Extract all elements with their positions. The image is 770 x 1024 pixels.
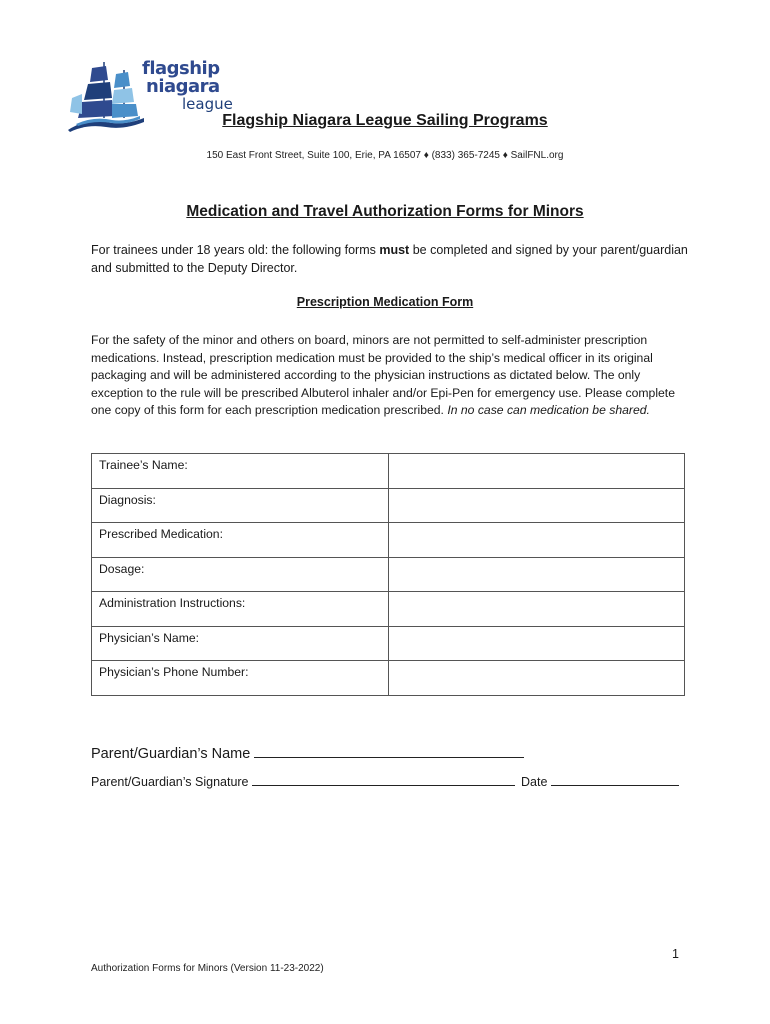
parent-name-line[interactable] [254,745,524,758]
document-title: Medication and Travel Authorization Forms for Minors [186,203,584,220]
date-line[interactable] [551,773,679,786]
intro-text-start: For trainees under 18 years old: the following forms [91,243,380,257]
intro-paragraph [91,241,691,277]
field-value-administration-instructions[interactable] [388,592,684,627]
organization-title: Flagship Niagara League Sailing Programs [222,112,548,129]
field-value-physician-phone[interactable] [388,661,684,696]
intro-bold-must: must [379,243,410,257]
parent-signature-line[interactable] [252,773,515,786]
logo-line-league: league [182,95,233,113]
parent-signature-field [91,773,515,789]
date-field [521,773,679,789]
field-label-physician-name: Physician’s Name: [92,626,389,661]
field-label-physician-phone: Physician’s Phone Number: [92,661,389,696]
table-row [92,523,685,558]
field-label-prescribed-medication: Prescribed Medication: [92,523,389,558]
field-value-physician-name[interactable] [388,626,684,661]
medication-form-table [91,453,685,696]
field-value-prescribed-medication[interactable] [388,523,684,558]
field-label-dosage: Dosage: [92,557,389,592]
logo-line-flagship: flagship [142,58,220,79]
table-row [92,488,685,523]
policy-italic-note: In no case can medication be shared. [447,403,650,417]
date-label: Date [521,775,548,789]
table-row [92,626,685,661]
parent-name-field [91,745,524,762]
field-label-diagnosis: Diagnosis: [92,488,389,523]
field-label-administration-instructions: Administration Instructions: [92,592,389,627]
field-value-trainee-name[interactable] [388,454,684,489]
contact-address: 150 East Front Street, Suite 100, Erie, PA 16507 ♦ (833) 365-7245 ♦ SailFNL.org [206,150,564,161]
parent-name-label: Parent/Guardian’s Name [91,746,251,762]
field-value-diagnosis[interactable] [388,488,684,523]
table-row [92,454,685,489]
table-row [92,592,685,627]
prescription-form-heading: Prescription Medication Form [296,295,474,309]
logo-line-niagara: niagara [146,76,220,97]
footer-version: Authorization Forms for Minors (Version 11-23-2022) [91,963,324,974]
table-row [92,557,685,592]
intro-text-end: be completed and signed by your parent/guardian and submitted to the Deputy Director. [91,243,688,275]
field-value-dosage[interactable] [388,557,684,592]
parent-signature-label: Parent/Guardian’s Signature [91,775,249,789]
logo-wordmark [142,60,233,112]
policy-paragraph [91,332,691,420]
field-label-trainee-name: Trainee’s Name: [92,454,389,489]
policy-text: For the safety of the minor and others on board, minors are not permitted to self-administer prescription medications. Instead, prescription medication must be provided to the ship’s medical officer in its original packaging and will be administered according to the physician instructions as dictated below. The only exception to the rule will be prescribed Albuterol inhaler and/or Epi-Pen for emergency use. Please complete one copy of this form for each prescription medication prescribed. [91,333,675,417]
table-row [92,661,685,696]
page-number: 1 [672,947,679,961]
